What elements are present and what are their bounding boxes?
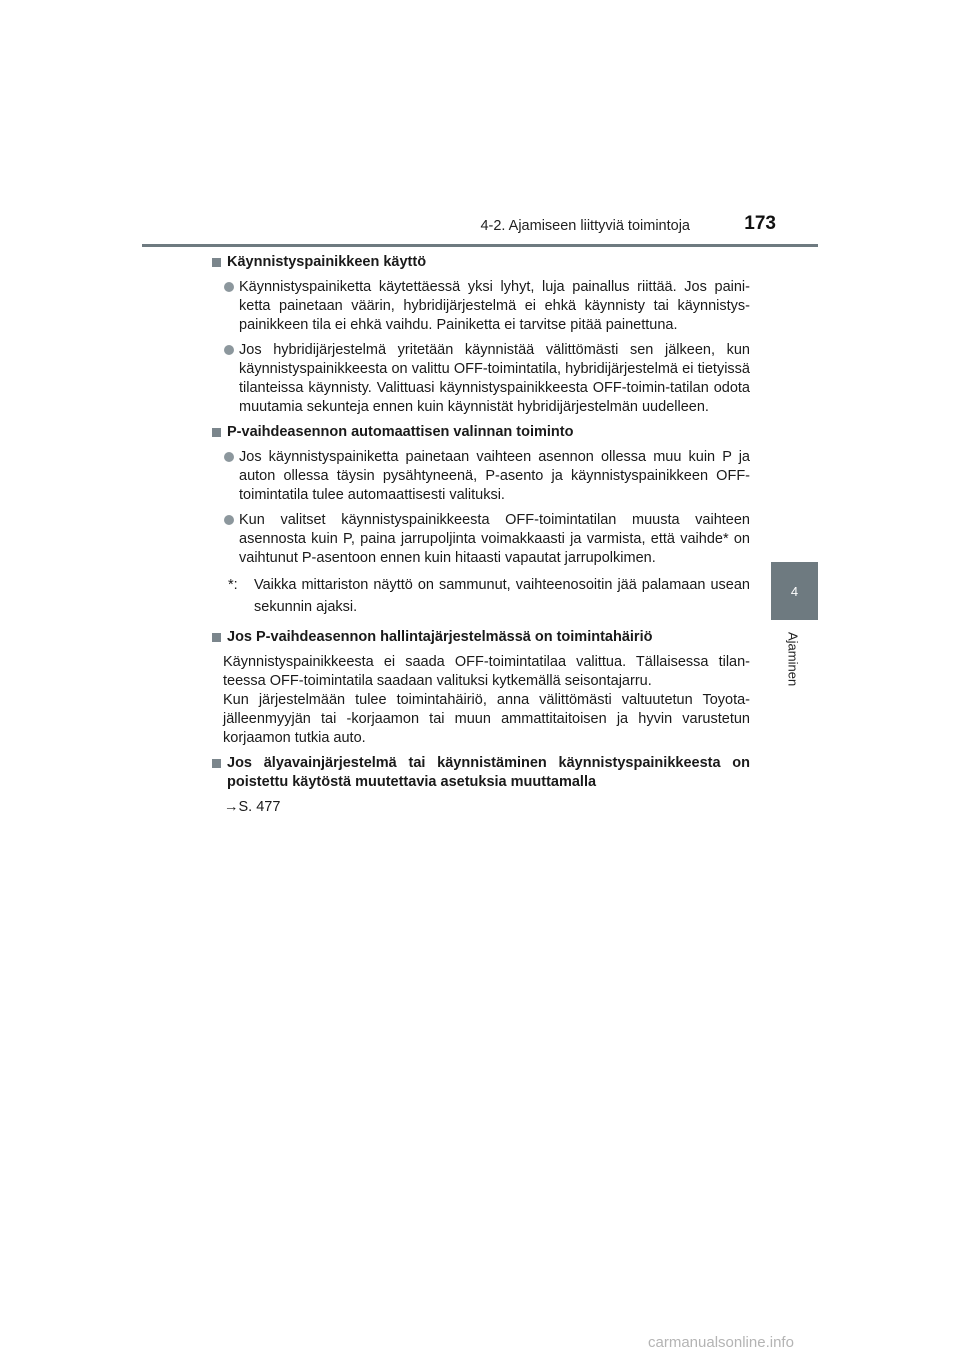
square-bullet-icon: [212, 759, 221, 768]
section-heading: Jos P-vaihdeasennon hallintajärjestelmässä on toimintahäiriö: [212, 628, 750, 647]
round-bullet-icon: [224, 282, 234, 292]
footnote: [228, 574, 750, 618]
header-divider: [142, 244, 818, 247]
square-bullet-icon: [212, 633, 221, 642]
chapter-label: Ajaminen: [785, 632, 801, 687]
round-bullet-icon: [224, 515, 234, 525]
footnote-text: Vaikka mittariston näyttö on sammunut, vaihteenosoitin jää palamaan usean sekunnin ajaksi.: [254, 577, 750, 615]
page-content: [212, 253, 750, 817]
round-bullet-icon: [224, 452, 234, 462]
list-item: Käynnistyspainiketta käytettäessä yksi lyhyt, luja painallus riittää. Jos paini-ketta painetaan väärin, hybridijärjestelmä ei ehkä käynnisty tai käynnistys-painikkeen tila ei ehkä vaihdu. Painiketta ei tarvitse pitää painettuna.: [224, 278, 750, 335]
watermark: carmanualsonline.info: [648, 1334, 794, 1351]
square-bullet-icon: [212, 258, 221, 267]
section-heading: P-vaihdeasennon automaattisen valinnan toiminto: [212, 423, 750, 442]
page-number: 173: [744, 213, 776, 234]
list-item: Kun valitset käynnistyspainikkeesta OFF-toimintatilan muusta vaihteen asennosta kuin P, paina jarrupoljinta voimakkaasti ja varmista, että vaihde* on vaihtunut P-asentoon ennen kuin hitaasti vapautat jarrupolkimen.: [224, 511, 750, 568]
paragraph: Käynnistyspainikkeesta ei saada OFF-toimintatilaa valittua. Tällaisessa tilan-teessa OFF-toimintatila saadaan valituksi kytkemällä seisontajarru. Kun järjestelmään tulee toimintahäiriö, anna välittömästi valtuutetun Toyota-jälleenmyyjän tai -korjaamon tai muun ammattitaitoisen ja hyvin varustetun korjaamon tutkia auto.: [223, 654, 750, 746]
page-reference-link[interactable]: →S. 477: [224, 799, 281, 815]
list-item: Jos käynnistyspainiketta painetaan vaihteen asennon ollessa muu kuin P ja auton ollessa täysin pysähtyneenä, P-asento ja käynnistyspainikkeen OFF-toimintatila tulee automaattisesti valituksi.: [224, 448, 750, 505]
footnote-mark: *:: [228, 577, 238, 593]
chapter-tab[interactable]: [771, 562, 818, 620]
square-bullet-icon: [212, 428, 221, 437]
chapter-number: 4: [790, 583, 799, 599]
section-header: 4-2. Ajamiseen liittyviä toimintoja: [480, 218, 690, 234]
section-heading: Käynnistyspainikkeen käyttö: [212, 253, 750, 272]
round-bullet-icon: [224, 345, 234, 355]
section-heading: Jos älyavainjärjestelmä tai käynnistäminen käynnistyspainikkeesta on poistettu käytöstä muutettavia asetuksia muuttamalla: [212, 754, 750, 792]
list-item: Jos hybridijärjestelmä yritetään käynnistää välittömästi sen jälkeen, kun käynnistyspainikkeesta on valittu OFF-toimintatila, hybridijärjestelmä ei tietyissä tilanteissa käynnisty. Valittuasi käynnistyspainikkeesta OFF-toimin-tatilan odota muutamia sekunteja ennen kuin käynnistät hybridijärjestelmän uudelleen.: [224, 341, 750, 417]
